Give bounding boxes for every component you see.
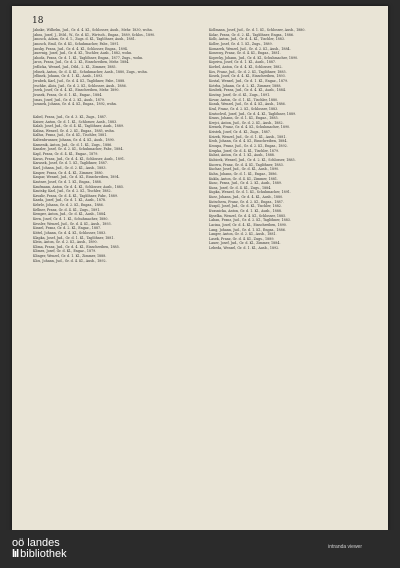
register-entry: Krizek, Wenzel, Jud., Gr. d. 1. Kl., Ausb., 1881. <box>209 134 287 139</box>
page-number: 18 <box>32 16 44 26</box>
register-entry: Kolb, Anton, Jud., Gr. d. 4. Kl., Tischler, 1883. <box>209 37 286 42</box>
register-entry: Krob, Johann, Gr. d. 4. Kl., Einschreiben, 1884. <box>209 139 288 144</box>
register-entry: Klinger, Wenzel, Gr. d. 1. Kl., Zimmer, 1888. <box>33 254 107 259</box>
register-entry: Laban, Franz, Jud., Gr. d. 2. Kl., Taglöhner, 1883. <box>209 218 291 223</box>
library-logo[interactable] <box>12 538 67 560</box>
register-entry: Janosch, Emil, Gr. d. Kl., Schuhmacher, Fabr., 1891. <box>33 41 120 46</box>
register-entry: Krenek, Franz, Gr. d. 4. Kl., Schuhmacher, 1890. <box>209 125 291 130</box>
register-entry: Karasek, Josef, Gr. d. 1. Kl., Taglöhner, 1887. <box>33 161 108 166</box>
register-entry: Kucera, Franz, Gr. d. 4. Kl., Taglöhner, 1883. <box>209 162 284 167</box>
register-entry: Kaiser, Anton, Gr. d. 1. Kl., Schlosser, Ausb., 1883. <box>33 119 118 124</box>
viewer-footer <box>0 530 400 568</box>
left-column <box>33 28 201 263</box>
register-entry: Kurz, Johann, Jud., Gr. d. 4. Kl., Ausb., 1880. <box>209 195 284 200</box>
register-entry: Jauernig, Josef, Jud., Gr. d. Kl., Tischler, Ausb., 1882, wohn. <box>33 51 133 56</box>
register-entry: Kolar, Franz, Gr. d. 2. Kl., Taglöhner, Engaz., 1886. <box>209 32 294 37</box>
register-entry: Langer, Anton, Gr. d. 2. Kl., Ausb., 1881. <box>209 232 277 237</box>
register-entry: Lacina, Josef, Gr. d. 4. Kl., Einschreiben, 1890. <box>209 222 287 227</box>
register-entry: Konecny, Franz, Gr. d. 4. Kl., Engaz., 1881. <box>209 51 281 56</box>
register-entry: Kaltenbrunner, Johann, Gr. d. 4. Kl., Ausb., 1890. <box>33 138 115 143</box>
register-entry: Kuhn, Johann, Gr. d. 1. Kl., Engaz., 1886. <box>209 171 278 176</box>
register-entry: Kessler, Wenzel, Jud., Gr. d. 4. Kl., Ausb., 1893. <box>33 221 112 226</box>
register-entry: Kopriva, Josef, Gr. d. 1. Kl., Ausb., 1887. <box>209 60 277 65</box>
register-entry: Klein, Anton, Gr. d. 2. Kl., Ausb., 1890. <box>33 240 98 245</box>
register-entry: Jahoda, Franz, Gr. d. 1. Kl., Taglöhner, Engaz., 1877, Zugs., wohn. <box>33 55 144 60</box>
register-entry: Jezek, Josef, Gr. d. 4. Kl., Einschreiben, Mehr. 1890. <box>33 88 120 93</box>
register-entry: Kinzel, Franz, Gr. d. 2. Kl., Engaz., 1887. <box>33 226 102 231</box>
register-entry: Jahnke, Wilhelm, Jud., Gr. d. 4. Kl., Schlosser, Ausb., Mehr. 1830, wohn. <box>33 28 153 32</box>
register-entry: Lauer, Josef, Jud., Gr. d. Kl., Zimmer, 1884. <box>209 241 281 246</box>
register-entry: Krejci, Anton, Jud., Gr. d. 2. Kl., Ausb., 1882. <box>209 120 284 125</box>
register-entry: Kosek, Josef, Gr. d. 4. Kl., Einschreiben, 1893. <box>209 74 286 79</box>
register-entry: Kapl, Franz, Gr. d. 4. Kl., Engaz., 1879. <box>33 152 99 157</box>
register-entry: Karas, Franz, Jud., Gr. d. 4. Kl., Schlosser, Ausb., 1891. <box>33 156 126 161</box>
register-entry: Kalina, Wenzel, Gr. d. 2. Kl., Engaz., 1885, wohn. <box>33 128 115 133</box>
register-entry: Kubat, Anton, Gr. d. 1. Kl., Ausb., 1888. <box>209 153 275 158</box>
register-entry: Kebrle, Johann, Gr. d. 2. Kl., Engaz., 1886. <box>33 203 104 208</box>
register-entry: Koller, Josef, Gr. d. 1. Kl., Zugs., 1889. <box>209 41 273 46</box>
register-entry: Kraus, Johann, Gr. d. 1. Kl., Engaz., 1885. <box>209 116 279 121</box>
register-entry: Kupka, Wenzel, Gr. d. 1. Kl., Schuhmacher, 1891. <box>209 190 291 195</box>
register-entry: Kutschera, Franz, Gr. d. 2. Kl., Engaz., 1887. <box>209 199 284 204</box>
register-entry: Kopecky, Johann, Jud., Gr. d. Kl., Schuhmacher, 1890. <box>209 55 299 60</box>
register-entry: Kellner, Franz, Gr. d. 4. Kl., Zugs., 1891. <box>33 207 101 212</box>
register-entry: Kasper, Franz, Gr. d. 4. Kl., Zimmer, 1880. <box>33 170 104 175</box>
register-entry: Jaros, Franz, Jud., Gr. d. 2. Kl., Einschreiben, Mehr. 1884. <box>33 60 130 65</box>
register-entry: Juranek, Johann, Gr. d. 4. Kl., Engaz., 1892, wohn. <box>33 102 117 107</box>
register-entry: Kristek, Josef, Gr. d. Kl., Zugs., 1887. <box>209 130 271 135</box>
viewer-label: intranda viewer <box>328 544 362 550</box>
register-entry: Korbel, Anton, Gr. d. 4. Kl., Schlosser, 1882. <box>209 65 283 70</box>
register-entry: Krupka, Josef, Gr. d. 4. Kl., Tischler, 1879. <box>209 148 280 153</box>
logo-line-1: oö landes <box>12 537 60 549</box>
register-entry: Klos, Johann, Jud., Gr. d. 4. Kl., Ausb., 1892. <box>33 258 107 263</box>
register-entry: Kuchar, Josef, Jud., Gr. d. Kl., Ausb., 1890. <box>209 167 280 172</box>
register-entry: Jellinek, Johann, Gr. d. 1. Kl., Ausb., 1893. <box>33 74 104 79</box>
register-entry: Kvapil, Josef, Jud., Gr. d. Kl., Tischler, 1882. <box>209 204 282 209</box>
register-entry: Jerabek, Karl, Jud., Gr. d. 4. Kl., Taglöhner, Fabr., 1888. <box>33 79 126 84</box>
register-entry: Kroupa, Franz, Jud., Gr. d. 2. Kl., Engaz., 1892. <box>209 144 288 149</box>
register-entry: Jahns, Josef, J., Dtld., W., Gr. d. Kl., Wirtsch., Engaz., 1889, Schlos., 1890. <box>33 32 156 37</box>
register-entry: Klimes, Josef, Gr. d. Kl., Engaz., 1879. <box>33 249 97 254</box>
register-entry: Komarek, Wenzel, Jud., Gr. d. 2. Kl., Ausb., 1884. <box>209 46 291 51</box>
logo-mark-icon: lıl <box>12 548 19 560</box>
register-entry: Kamenik, Anton, Jud., Gr. d. 1. Kl., Zugs., 1886. <box>33 142 113 147</box>
register-entry: Kallus, Franz, Jud., Gr. d. Kl., Tischler, 1881. <box>33 133 108 138</box>
register-entry: Karl, Johann, Jud., Gr. d. 2. Kl., Ausb., 1883. <box>33 165 107 170</box>
register-entry: Kastner, Josef, Gr. d. 1. Kl., Engaz., 1888. <box>33 179 102 184</box>
right-column <box>209 28 377 251</box>
register-entry: Kotrba, Johann, Gr. d. 2. Kl., Zimmer, 1888. <box>209 83 282 88</box>
register-entry: Klima, Franz, Jud., Gr. d. 4. Kl., Einschreiben, 1885. <box>33 244 120 249</box>
register-entry: Kyselka, Wenzel, Gr. d. 4. Kl., Schlosser, 1885. <box>209 213 287 218</box>
register-entry: Janosch, Adam, Gr. d. 1., Zugs. d. Kl., Taglöhner, Ausb., 1881. <box>33 37 136 42</box>
register-entry: Kos, Franz, Jud., Gr. d. 2. Kl., Taglöhner, 1885. <box>209 69 287 74</box>
register-entry: Kral, Franz, Gr. d. 2. Kl., Schlosser, 1883. <box>209 106 279 111</box>
register-entry: Kubicek, Wenzel, Jud., Gr. d. 2. Kl., Schlosser, 1885. <box>209 157 296 162</box>
register-entry: Kostal, Wenzel, Jud., Gr. d. 1. Kl., Engaz., 1879. <box>209 79 289 84</box>
register-entry: Kvasnicka, Anton, Gr. d. 1. Kl., Ausb., 1888. <box>209 208 282 213</box>
register-entry: Jirasek, Franz, Gr. d. 1. Kl., Engaz., 1884. <box>33 92 103 97</box>
logo-line-2: bibliothek <box>20 548 67 560</box>
register-entry: Klapka, Josef, Jud., Gr. d. 1. Kl., Taglöhner, 1881. <box>33 235 115 240</box>
register-entry: Lebeda, Wenzel, Gr. d. 1. Kl., Ausb., 1892. <box>209 246 280 251</box>
register-entry: Kanzler, Josef, Gr. d. 2. Kl., Schuhmacher, Fabr., 1884. <box>33 147 124 152</box>
section-gap <box>33 107 201 115</box>
register-entry: Kovar, Anton, Gr. d. 1. Kl., Tischler, 1880. <box>209 97 279 102</box>
register-entry: Koutny, Josef, Gr. d. Kl., Zugs., 1891. <box>209 92 271 97</box>
register-entry: Kittel, Johann, Gr. d. 4. Kl., Schlosser, 1883. <box>33 230 107 235</box>
register-entry: Kabel, Franz, Jud., Gr. d. 3. Kl., Zugs., 1887. <box>33 114 107 119</box>
register-entry: Kazda, Josef, Jud., Gr. d. 1. Kl., Ausb., 1878. <box>33 198 107 203</box>
register-entry: Koubek, Franz, Jud., Gr. d. 4. Kl., Ausb., 1884. <box>209 88 287 93</box>
register-entry: Kunz, Josef, Gr. d. 4. Kl., Zugs., 1884. <box>209 185 272 190</box>
register-entry: Kaspar, Wenzel, Jud., Gr. d. Kl., Einschreiben, 1894. <box>33 175 120 180</box>
register-entry: Lasek, Franz, Gr. d. 4. Kl., Zugs., 1889. <box>209 236 275 241</box>
register-entry: Jedlicka, Wenzel, Jud., Dtld., 2. Kl., Zimmer, 1885. <box>33 65 117 70</box>
register-entry: Kaufmann, Anton, Gr. d. 4. Kl., Schlosser, Ausb., 1885. <box>33 184 125 189</box>
register-entry: Kalab, Josef, Jud., Gr. d. 4. Kl., Taglöhner, Ausb., 1889. <box>33 124 124 129</box>
register-entry: Jansky, Franz, Jud., Gr. d. 4. Kl., Schlosser, Engaz., 1894. <box>33 46 128 51</box>
register-entry: Jonas, Josef, Jud., Gr. d. 2. Kl., Ausb., 1879. <box>33 97 105 102</box>
register-entry: Kollmann, Josef, Jud., Gr. d. 1. Kl., Schlosser, Ausb., 1880. <box>209 28 306 32</box>
register-entry: Kukla, Anton, Gr. d. 4. Kl., Zimmer, 1881. <box>209 176 278 181</box>
document-page <box>12 6 388 530</box>
register-entry: Jelinek, Anton, Gr. d. 4. Kl., Schuhmacher, Ausb., 1880, Zugs., wohn. <box>33 69 148 74</box>
register-entry: Jeschke, Alois, Jud., Gr. d. 2. Kl., Schlosser, Ausb., 1886. <box>33 83 127 88</box>
register-entry: Kunc, Franz, Jud., Gr. d. 2. Kl., Ausb., 1889. <box>209 181 282 186</box>
register-entry: Lang, Johann, Jud., Gr. d. 1. Kl., Engaz., 1886. <box>209 227 286 232</box>
register-entry: Kemper, Anton, Jud., Gr. d. Kl., Ausb., 1884. <box>33 212 107 217</box>
register-entry: Kratochvil, Josef, Jud., Gr. d. 4. Kl., Taglöhner, 1889. <box>209 111 297 116</box>
register-entry: Kozak, Wenzel, Jud., Gr. d. 4. Kl., Ausb., 1886. <box>209 102 286 107</box>
register-entry: Kern, Josef, Gr. d. 1. Kl., Schuhmacher, 1880. <box>33 216 109 221</box>
register-entry: Kavalir, Franz, Gr. d. 4. Kl., Taglöhner, Fabr., 1889. <box>33 193 118 198</box>
register-entry: Kautsky, Karl, Jud., Gr. d. 2. Kl., Tischler, 1882. <box>33 189 112 194</box>
